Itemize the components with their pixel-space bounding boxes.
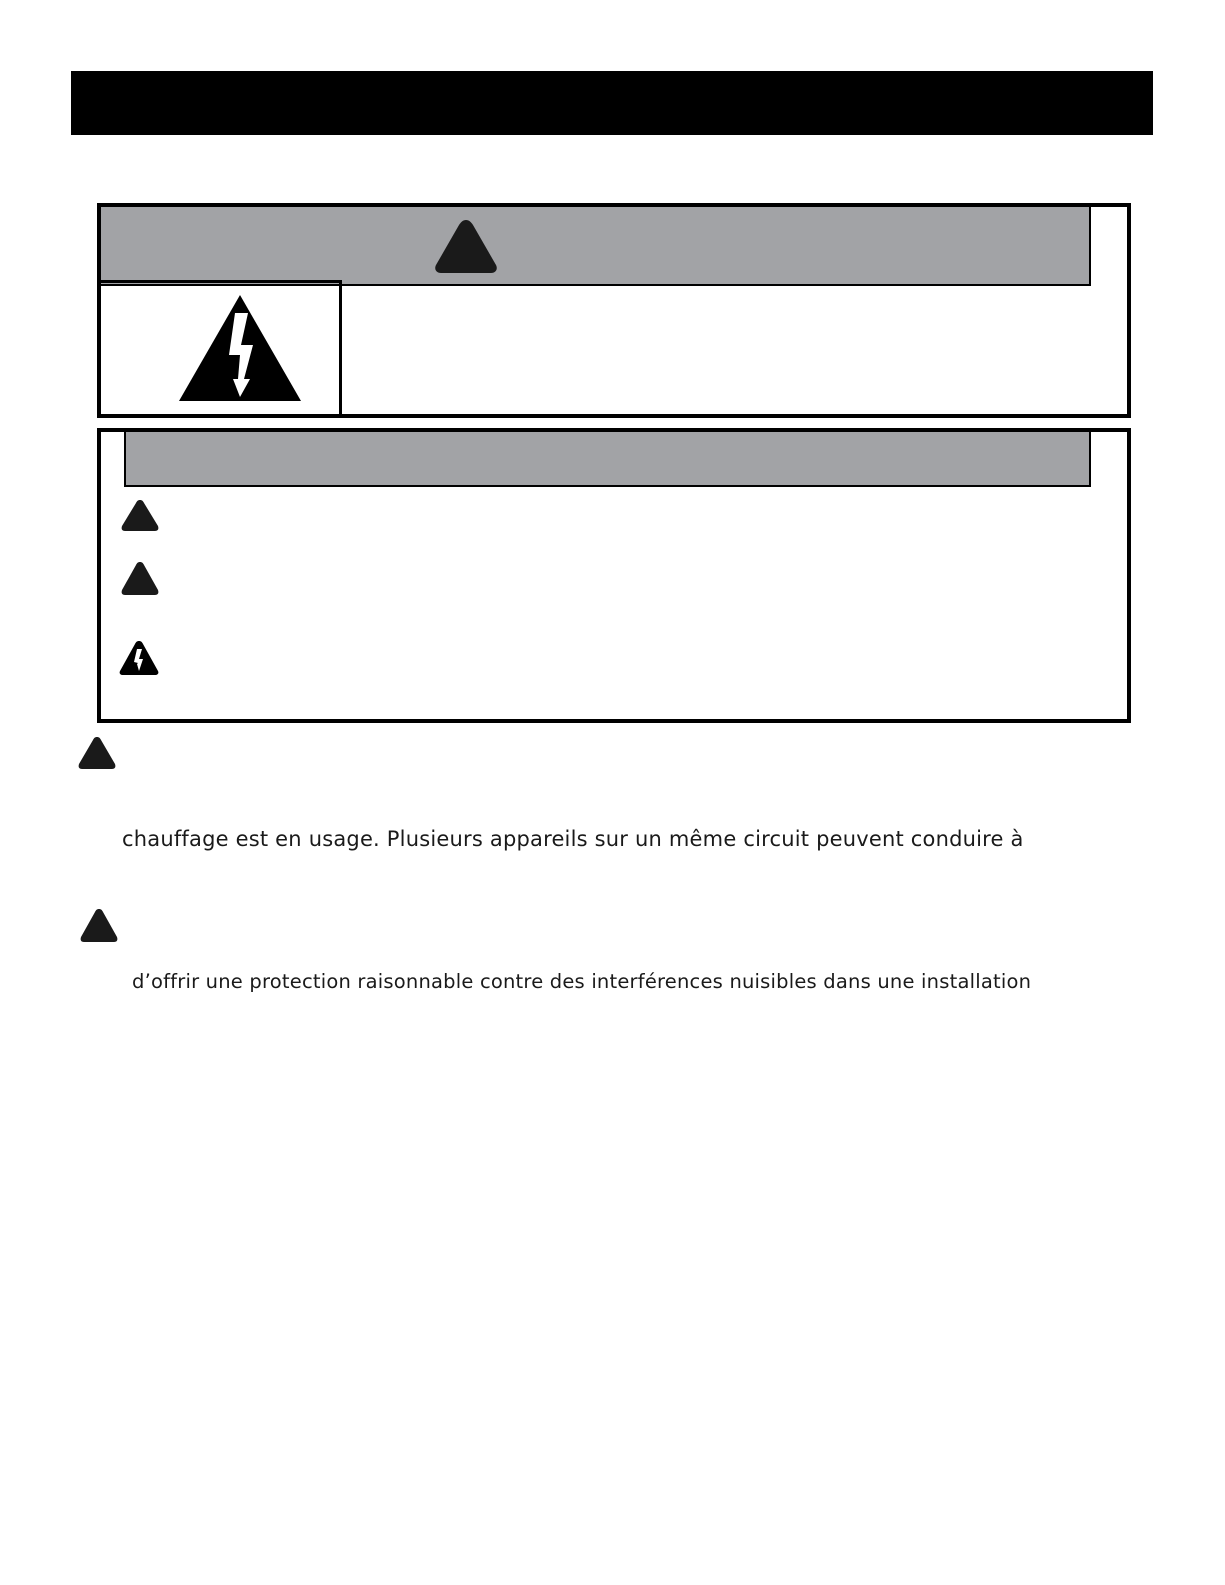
- warning-triangle-icon: [433, 216, 499, 276]
- electric-shock-warning-icon: [177, 293, 303, 405]
- caution-header-band: [124, 430, 1091, 487]
- notice-text-interference: d’offrir une protection raisonnable contre des interférences nuisibles dans une installation: [132, 970, 1032, 993]
- page-title-bar: [71, 71, 1153, 135]
- notice-text-circuit: chauffage est en usage. Plusieurs appareils sur un même circuit peuvent conduire à: [122, 827, 1024, 851]
- danger-header-band: [99, 205, 1091, 286]
- warning-triangle-icon: [77, 735, 117, 771]
- electric-shock-symbol-cell: [99, 280, 342, 418]
- warning-triangle-icon: [79, 907, 119, 944]
- warning-triangle-icon: [120, 498, 160, 533]
- caution-panel: [97, 428, 1131, 723]
- danger-warning-panel: [97, 203, 1131, 418]
- electric-shock-warning-icon: [118, 639, 160, 677]
- warning-triangle-icon: [120, 560, 160, 597]
